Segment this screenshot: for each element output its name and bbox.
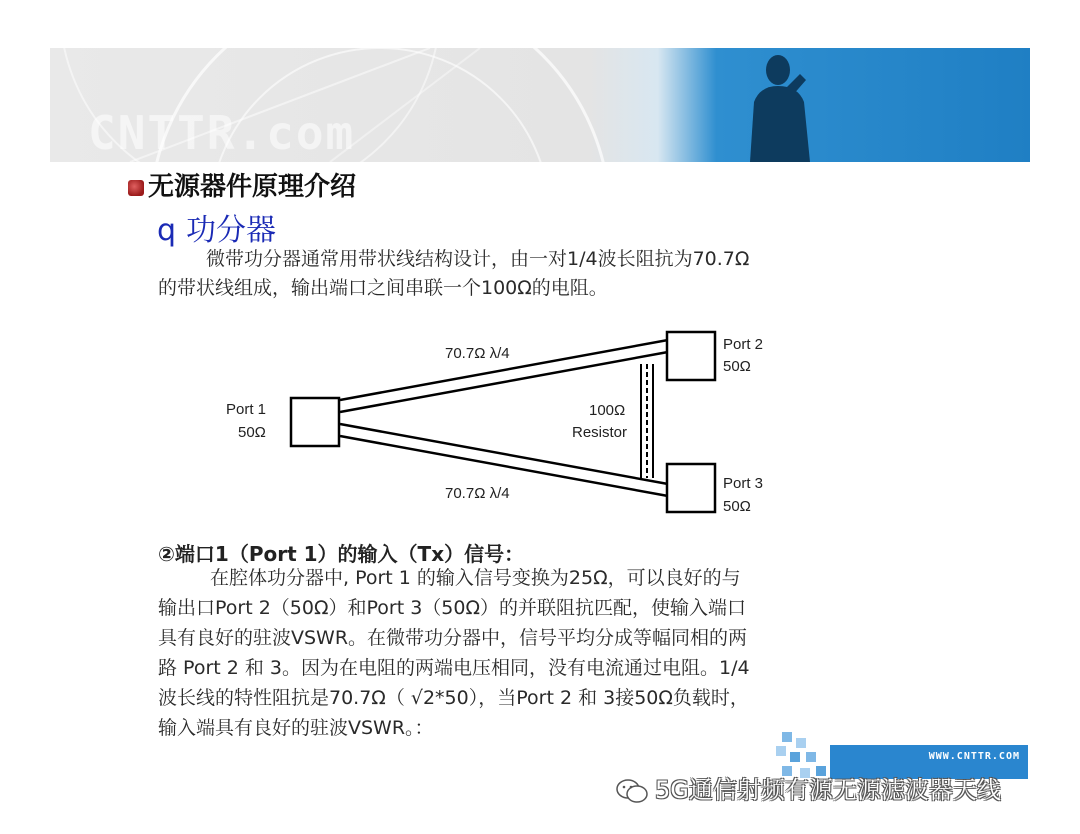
port-3-impedance: 50Ω: [723, 498, 751, 515]
body-line: 输入端具有良好的驻波VSWR。：: [158, 717, 434, 739]
bullet-flower-icon: [128, 180, 144, 196]
resistor-label: Resistor: [572, 424, 628, 441]
wechat-icon: [615, 777, 649, 805]
port-3-name: Port 3: [723, 475, 764, 492]
body-line: 波长线的特性阻抗是70.7Ω（ √2*50），当Port 2 和 3接50Ω负载时，: [158, 687, 749, 709]
section-heading-text: 无源器件原理介绍: [148, 172, 357, 202]
top-line-label: 70.7Ω λ/4: [445, 345, 510, 362]
watermark-text: CNTTR.com: [88, 106, 356, 160]
footer-caption: [615, 770, 1001, 805]
body-line: 输出口Port 2（50Ω）和Port 3（50Ω）的并联阻抗匹配，使输入端口: [158, 597, 746, 619]
intro-line-1: 微带功分器通常用带状线结构设计，由一对1/4波长阻抗为70.7Ω: [206, 248, 750, 270]
port-1-impedance: 50Ω: [238, 424, 266, 441]
section-heading: [128, 166, 356, 203]
header-banner: [50, 48, 1030, 162]
port-3-box: [667, 464, 715, 512]
intro-line-2: 的带状线组成，输出端口之间串联一个100Ω的电阻。: [158, 277, 608, 299]
port-2-box: [667, 332, 715, 380]
sub-heading-title: 功分器: [186, 213, 277, 248]
body-line: 在腔体功分器中, Port 1 的输入信号变换为25Ω，可以良好的与: [210, 567, 741, 589]
logo-url: WWW.CNTTR.COM: [928, 751, 1020, 762]
body-line: 具有良好的驻波VSWR。在微带功分器中，信号平均分成等幅同相的两: [158, 627, 748, 649]
port1-input-heading: ②端口1（Port 1）的输入（Tx）信号：: [158, 542, 525, 566]
intro-paragraph: [158, 245, 928, 303]
body-paragraph: [158, 564, 948, 744]
sub-heading: [157, 205, 276, 249]
body-line: 路 Port 2 和 3。因为在电阻的两端电压相同，没有电流通过电阻。1/4: [158, 657, 750, 679]
businessman-image: [740, 52, 830, 162]
port-1-box: [291, 398, 339, 446]
resistor-value: 100Ω: [589, 402, 626, 419]
bottom-line-label: 70.7Ω λ/4: [445, 485, 510, 502]
port-2-impedance: 50Ω: [723, 358, 751, 375]
port-1-name: Port 1: [226, 401, 267, 418]
resistor: [641, 364, 653, 478]
port-2-name: Port 2: [723, 336, 764, 353]
footer-caption-text: 5G通信射频有源无源滤波器天线: [655, 776, 1001, 804]
power-divider-diagram: [205, 318, 825, 528]
sub-heading-bullet: q: [157, 213, 177, 248]
